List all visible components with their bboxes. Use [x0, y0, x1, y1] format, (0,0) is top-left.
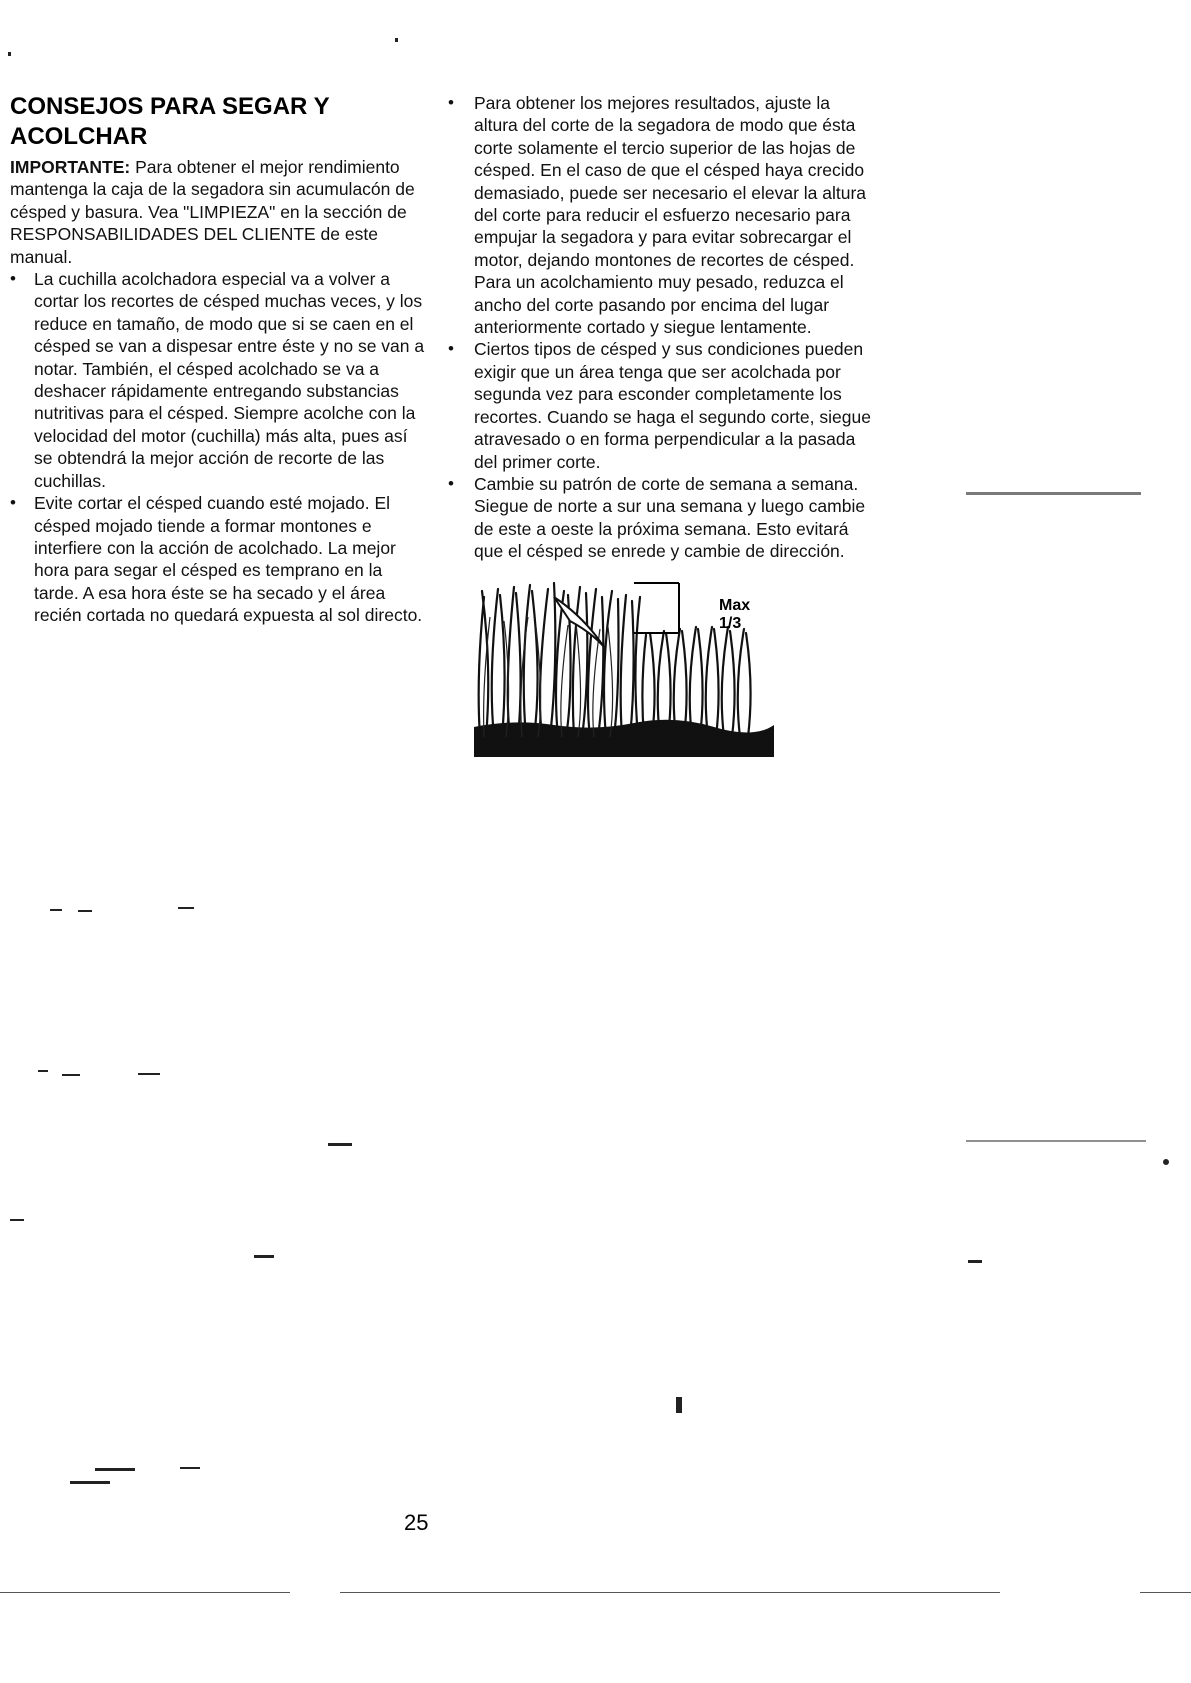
list-item	[448, 92, 878, 338]
tip-text: La cuchilla acolchadora especial va a volver a cortar los recortes de césped muchas veces, y los reduce en tamaño, de modo que si se caen en el césped se van a dispesar entre éste y no se van a notar. También, el césped acolchado se va a deshacer rápidamente entregando substancias nutritivas para el césped. Siempre acolche con la velocidad del motor (cuchilla) más alta, pues así se obtendrá la mejor acción de recorte de las cuchillas.	[34, 269, 425, 491]
bullet-icon: •	[10, 493, 16, 513]
list-item	[10, 268, 430, 492]
grass-height-figure	[474, 577, 774, 757]
tip-text: Ciertos tipos de césped y sus condiciones pueden exigir que un área tenga que ser acolchada por segunda vez para esconder completamente los recortes. Cuando se haga el segundo corte, siegue atravesado o en forma perpendicular a la pasada del primer corte.	[474, 339, 871, 472]
scan-line	[0, 1592, 290, 1593]
bullet-icon: •	[448, 339, 454, 359]
tip-text: Evite cortar el césped cuando esté mojado. El césped mojado tiende a formar montones e interfiere con la acción de acolchado. La mejor hora para segar el césped es temprano en la tarde. A esa hora éste se ha secado y el área recién cortada no quedará expuesta al sol directo.	[34, 493, 423, 626]
bullet-icon: •	[448, 473, 454, 493]
tip-text: Para obtener los mejores resultados, ajuste la altura del corte de la segadora de modo que ésta corte solamente el tercio superior de las hojas de césped. En el caso de que el césped haya crecido demasiado, puede ser necesario el elevar la altura del corte para reducir el esfuerzo necesario para empujar la segadora y para evitar sobrecargar el motor, dejando montones de recortes de césped. Para un acolchamiento muy pesado, reduzca el ancho del corte pasando por encima del lugar anteriormente cortado y siegue lentamente.	[474, 93, 867, 338]
important-text: Para obtener el mejor rendimiento mantenga la caja de la segadora sin acumulacón de césped y basura. Vea "LIMPIEZA" en la sección de RESPONSABILIDADES DEL CLIENTE de este manual.	[10, 157, 415, 267]
left-column	[10, 92, 430, 627]
list-item	[448, 473, 878, 563]
right-tips-list	[448, 92, 878, 563]
page-number: 25	[404, 1510, 429, 1535]
important-label: IMPORTANTE:	[10, 157, 131, 177]
scan-line	[340, 1592, 1000, 1593]
bullet-icon: •	[448, 93, 454, 112]
important-note	[10, 156, 430, 268]
scan-line	[1140, 1592, 1191, 1593]
right-column	[448, 92, 878, 757]
section-heading: CONSEJOS PARA SEGAR Y ACOLCHAR	[10, 93, 330, 150]
left-tips-list	[10, 268, 430, 627]
max-cut-label: Max 1/3	[719, 596, 751, 632]
bullet-icon: •	[10, 269, 16, 289]
list-item	[448, 338, 878, 472]
tip-text: Cambie su patrón de corte de semana a semana. Siegue de norte a sur una semana y luego cambie de este a oeste la próxima semana. Esto evitará que el césped se enrede y cambie de dirección.	[474, 473, 866, 562]
list-item	[10, 492, 430, 626]
